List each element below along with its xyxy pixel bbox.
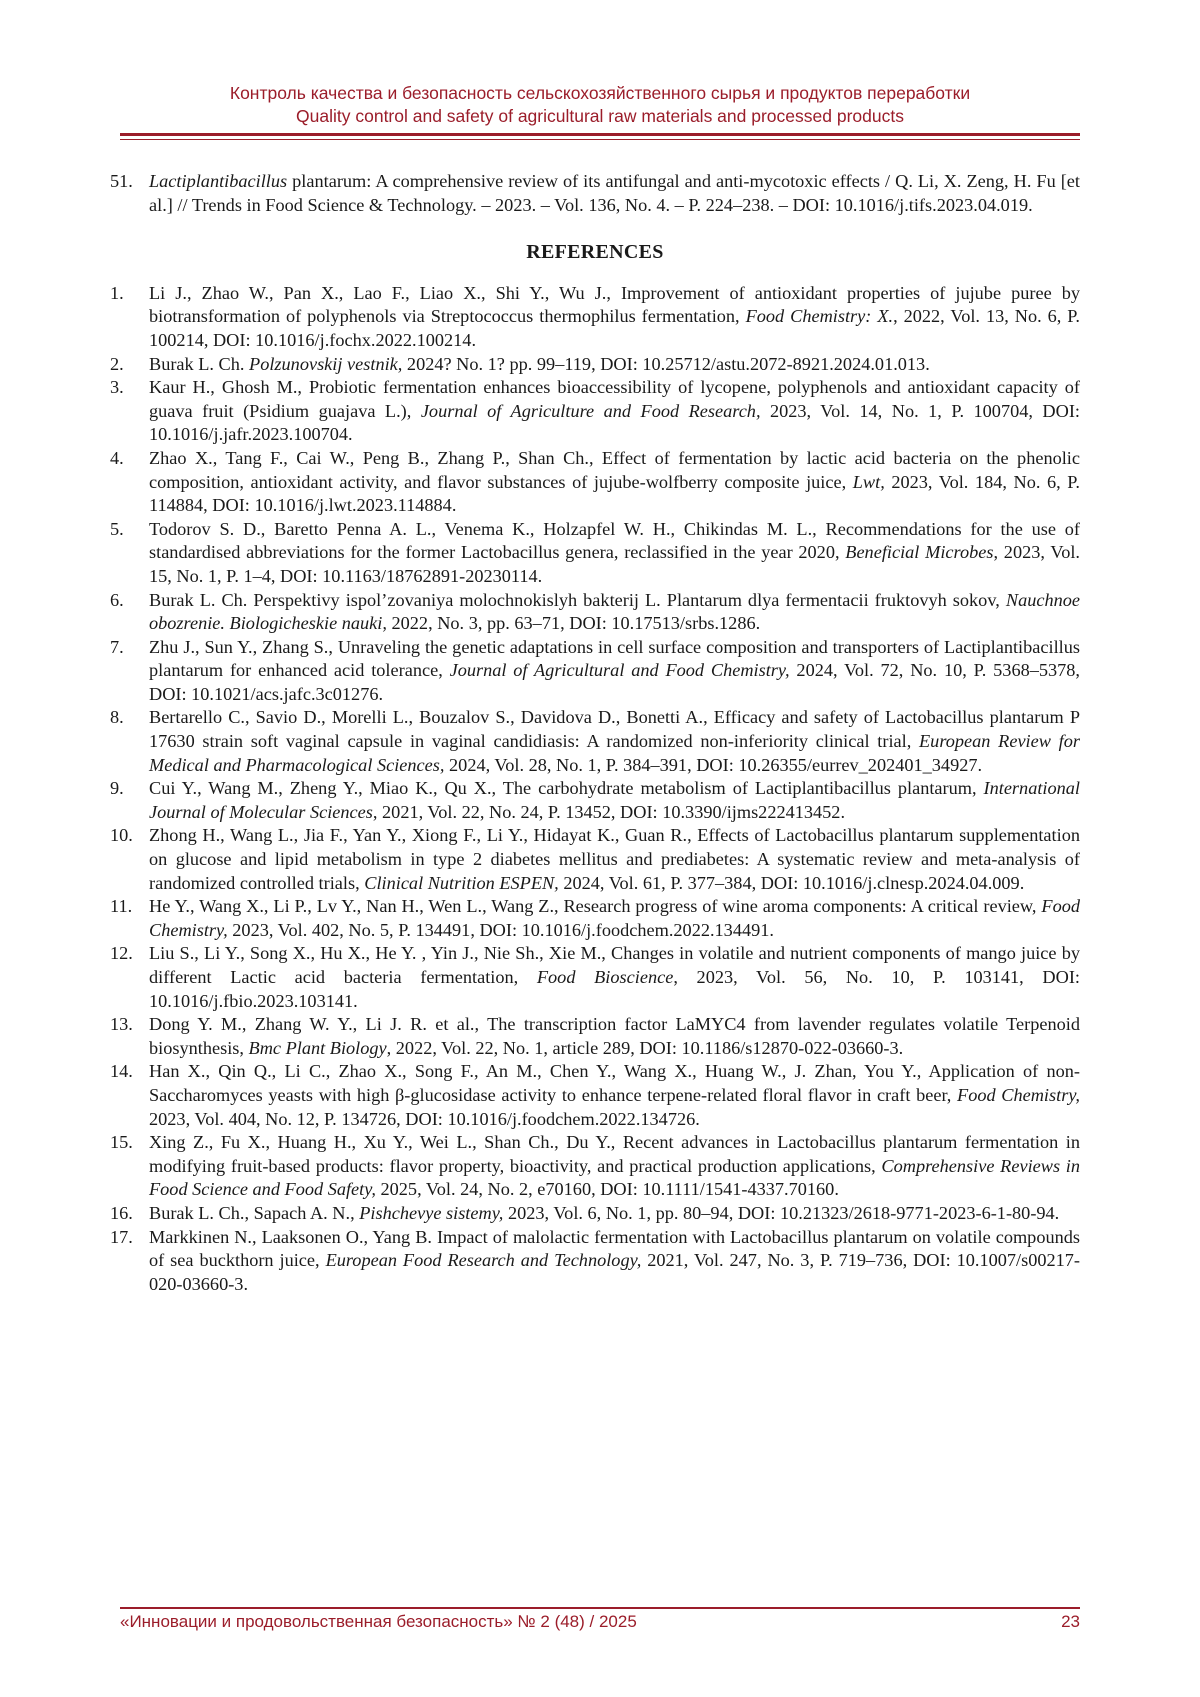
reference-segment: plantarum: A comprehensive review of its antifungal and anti-mycotoxic effects / Q. Li, X. Zeng, H. Fu [et al.] // Trends in Food Science & Technology. – 2023. – Vol. 136, No. 4. – P. 224–238. – DOI: 10.1016/j.tifs.2023.04.019. <box>149 171 1080 215</box>
reference-segment: Xing Z., Fu X., Huang H., Xu Y., Wei L., Shan Ch., Du Y., Recent advances in Lactobacillus plantarum fermentation in modifying fruit-based products: flavor property, bioactivity, and practical production applications, <box>149 1132 1080 1176</box>
reference-segment: 2023, Vol. 6, No. 1, pp. 80–94, DOI: 10.21323/2618-9771-2023-6-1-80-94. <box>503 1202 1060 1223</box>
reference-number: 12. <box>110 943 133 964</box>
reference-segment: Cui Y., Wang M., Zheng Y., Miao K., Qu X., The carbohydrate metabolism of Lactiplantibacillus plantarum, <box>149 778 984 799</box>
reference-number: 6. <box>110 589 124 610</box>
reference-source-title: Food Chemistry, <box>957 1084 1080 1105</box>
reference-text <box>149 1226 1080 1297</box>
reference-segment: , 2023, Vol. 15, No. 1, P. 1–4, DOI: 10.1163/18762891-20230114. <box>149 542 1080 586</box>
reference-item <box>110 282 1080 353</box>
reference-number: 15. <box>110 1132 133 1153</box>
reference-source-title: Bmc Plant Biology <box>248 1037 387 1058</box>
references-list <box>110 282 1080 1297</box>
reference-segment: Li J., Zhao W., Pan X., Lao F., Liao X., Shi Y., Wu J., Improvement of antioxidant properties of jujube puree by biotransformation of polyphenols via Streptococcus thermophilus fermentation, <box>149 282 1080 327</box>
reference-source-title: Journal of Agricultural and Food Chemistry, <box>449 660 790 681</box>
reference-item <box>110 1131 1080 1202</box>
reference-segment: He Y., Wang X., Li P., Lv Y., Nan H., Wen L., Wang Z., Research progress of wine aroma components: A critical review, <box>149 896 1042 917</box>
reference-segment: Zhu J., Sun Y., Zhang S., Unraveling the genetic adaptations in cell surface composition and transporters of Lactiplantibacillus plantarum for enhanced acid tolerance, <box>149 636 1080 681</box>
reference-number: 2. <box>110 353 124 374</box>
reference-text <box>149 170 1080 217</box>
reference-text <box>149 636 1080 707</box>
reference-text <box>149 282 1080 353</box>
reference-number: 1. <box>110 282 124 303</box>
header-title-ru: Контроль качества и безопасность сельскохозяйственного сырья и продуктов переработки <box>229 83 971 103</box>
reference-source-title: European Review for Medical and Pharmacological Sciences, <box>149 731 1080 775</box>
reference-item <box>110 636 1080 707</box>
reference-segment: Burak L. Ch., Sapach A. N., <box>149 1202 360 1223</box>
reference-segment: 2024, Vol. 61, P. 377–384, DOI: 10.1016/j.clnesp.2024.04.009. <box>558 872 1025 893</box>
reference-item-51 <box>110 170 1080 217</box>
reference-segment: Zhong H., Wang L., Jia F., Yan Y., Xiong F., Li Y., Hidayat K., Guan R., Effects of Lactobacillus plantarum supplementation on glucose and lipid metabolism in type 2 diabetes mellitus and prediabetes: A systematic review and meta-analysis of randomized controlled trials, <box>149 825 1080 893</box>
reference-source-title: Lactiplantibacillus <box>149 171 288 191</box>
reference-text <box>149 376 1080 447</box>
reference-source-title: Pishchevye sistemy, <box>359 1202 504 1223</box>
reference-segment: Burak L. Ch. <box>149 353 250 374</box>
reference-item <box>110 1202 1080 1226</box>
reference-text <box>149 895 1080 942</box>
reference-item <box>110 1013 1080 1060</box>
reference-number: 9. <box>110 778 124 799</box>
reference-segment: , 2021, Vol. 22, No. 24, P. 13452, DOI: 10.3390/ijms222413452. <box>372 801 846 822</box>
reference-text <box>149 1131 1080 1202</box>
header-title-en: Quality control and safety of agricultural raw materials and processed products <box>296 106 904 126</box>
reference-segment: Zhao X., Tang F., Cai W., Peng B., Zhang P., Shan Ch., Effect of fermentation by lactic acid bacteria on the phenolic composition, antioxidant activity, and flavor substances of jujube-wolfberry composite juice, <box>149 447 1080 492</box>
reference-source-title: European Food Research and Technology, <box>325 1250 642 1271</box>
reference-text <box>149 777 1080 824</box>
reference-segment: 2021, Vol. 247, No. 3, P. 719–736, DOI: 10.1007/s00217-020-03660-3. <box>149 1250 1081 1294</box>
reference-source-title: Clinical Nutrition ESPEN, <box>364 872 559 893</box>
reference-segment: Han X., Qin Q., Li C., Zhao X., Song F., An M., Chen Y., Wang X., Huang W., J. Zhan, You Y., Application of non-Saccharomyces yeasts with high β-glucosidase activity to enhance terpene-related floral flavor in craft beer, <box>149 1061 1080 1105</box>
reference-segment: 2022, No. 3, pp. 63–71, DOI: 10.17513/srbs.1286. <box>386 613 761 634</box>
reference-source-title: Journal of Agriculture and Food Research, <box>420 400 761 421</box>
reference-number: 11. <box>110 896 133 917</box>
reference-source-title: Beneficial Microbes <box>845 542 994 563</box>
reference-text <box>149 706 1080 777</box>
reference-item <box>110 777 1080 824</box>
reference-item <box>110 589 1080 636</box>
reference-item <box>110 353 1080 377</box>
reference-item <box>110 706 1080 777</box>
reference-source-title: Lwt, <box>852 471 885 492</box>
reference-number: 3. <box>110 377 124 398</box>
reference-segment: Todorov S. D., Baretto Penna A. L., Venema K., Holzapfel W. H., Chikindas M. L., Recommendations for the use of standardised abbreviations for the former Lactobacillus genera, reclassified in the year 2020, <box>149 518 1080 563</box>
reference-text <box>149 1060 1080 1131</box>
reference-segment: 2023, Vol. 402, No. 5, P. 134491, DOI: 10.1016/j.foodchem.2022.134491. <box>227 919 774 940</box>
reference-item <box>110 518 1080 589</box>
reference-text <box>149 353 1080 377</box>
running-header <box>120 82 1080 128</box>
reference-number: 51. <box>110 171 133 191</box>
references-heading: REFERENCES <box>526 241 664 264</box>
reference-segment: Markkinen N., Laaksonen O., Yang B. Impact of malolactic fermentation with Lactobacillus plantarum on volatile compounds of sea buckthorn juice, <box>149 1226 1080 1271</box>
reference-segment: , 2022, Vol. 22, No. 1, article 289, DOI: 10.1186/s12870-022-03660-3. <box>386 1037 904 1058</box>
reference-segment: 2024? No. 1? pp. 99–119, DOI: 10.25712/astu.2072-8921.2024.01.013. <box>402 353 930 374</box>
reference-segment: , 2023, Vol. 56, No. 10, P. 103141, DOI: 10.1016/j.fbio.2023.103141. <box>149 967 1080 1011</box>
reference-segment: 2025, Vol. 24, No. 2, e70160, DOI: 10.1111/1541-4337.70160. <box>375 1179 839 1200</box>
reference-segment: 2024, Vol. 72, No. 10, P. 5368–5378, DOI: 10.1021/acs.jafc.3c01276. <box>149 660 1080 704</box>
reference-text <box>149 589 1080 636</box>
reference-segment: 2023, Vol. 184, No. 6, P. 114884, DOI: 10.1016/j.lwt.2023.114884. <box>149 471 1080 516</box>
reference-text <box>149 942 1080 1013</box>
reference-text <box>149 824 1080 895</box>
header-rule-thick <box>120 133 1080 136</box>
reference-segment: Liu S., Li Y., Song X., Hu X., He Y. , Yin J., Nie Sh., Xie M., Changes in volatile and nutrient components of mango juice by different Lactic acid bacteria fermentation, <box>149 943 1080 987</box>
reference-segment: Kaur H., Ghosh M., Probiotic fermentation enhances bioaccessibility of lycopene, polyphenols and antioxidant capacity of guava fruit (Psidium guajava L.), <box>149 377 1080 421</box>
reference-item <box>110 376 1080 447</box>
reference-text <box>149 1013 1080 1060</box>
reference-segment: 2023, Vol. 404, No. 12, P. 134726, DOI: 10.1016/j.foodchem.2022.134726. <box>149 1108 700 1129</box>
reference-text <box>149 518 1080 589</box>
page-number: 23 <box>1061 1612 1080 1631</box>
reference-segment: Burak L. Ch. Perspektivy ispol’zovaniya molochnokislyh bakterij L. Plantarum dlya fermentacii fruktovyh sokov, <box>149 589 1006 610</box>
reference-source-title: Food Bioscience <box>536 967 674 987</box>
reference-item <box>110 1226 1080 1297</box>
reference-item <box>110 895 1080 942</box>
reference-number: 7. <box>110 636 124 657</box>
reference-segment: 2023, Vol. 14, No. 1, P. 100704, DOI: 10.1016/j.jafr.2023.100704. <box>149 400 1080 445</box>
reference-item <box>110 942 1080 1013</box>
page-content <box>110 170 1080 1296</box>
reference-number: 17. <box>110 1226 133 1247</box>
reference-segment: 2024, Vol. 28, No. 1, P. 384–391, DOI: 10.26355/eurrev_202401_34927. <box>444 754 983 775</box>
reference-number: 16. <box>110 1202 133 1223</box>
reference-source-title: Food Chemistry: X. <box>745 306 894 327</box>
reference-item <box>110 447 1080 518</box>
reference-source-title: Food Chemistry, <box>149 896 1080 940</box>
reference-source-title: Comprehensive Reviews in Food Science and Food Safety, <box>149 1155 1080 1200</box>
reference-text <box>149 447 1080 518</box>
reference-segment: Dong Y. M., Zhang W. Y., Li J. R. et al., The transcription factor LaMYC4 from lavender regulates volatile Terpenoid biosynthesis, <box>149 1014 1080 1058</box>
reference-source-title: Nauchnoe obozrenie. Biologicheskie nauki, <box>149 589 1080 634</box>
footer-journal: «Инновации и продовольственная безопасность» № 2 (48) / 2025 <box>120 1612 637 1631</box>
reference-source-title: Polzunovskij vestnik, <box>249 353 403 374</box>
page-footer <box>120 1612 1080 1632</box>
reference-text <box>149 1202 1080 1226</box>
reference-number: 5. <box>110 518 124 539</box>
reference-number: 8. <box>110 707 124 728</box>
reference-number: 4. <box>110 447 124 468</box>
reference-segment: , 2022, Vol. 13, No. 6, P. 100214, DOI: 10.1016/j.fochx.2022.100214. <box>149 306 1080 350</box>
reference-segment: Bertarello C., Savio D., Morelli L., Bouzalov S., Davidova D., Bonetti A., Efficacy and safety of Lactobacillus plantarum P 17630 strain soft vaginal capsule in vaginal candidiasis: A randomized non-inferiority clinical trial, <box>149 707 1080 752</box>
reference-number: 13. <box>110 1014 133 1035</box>
header-rule-thin <box>120 139 1080 140</box>
reference-number: 10. <box>110 825 133 846</box>
footer-rule <box>120 1607 1080 1609</box>
reference-number: 14. <box>110 1061 133 1082</box>
reference-source-title: International Journal of Molecular Sciences <box>149 778 1080 822</box>
reference-item <box>110 824 1080 895</box>
reference-item <box>110 1060 1080 1131</box>
